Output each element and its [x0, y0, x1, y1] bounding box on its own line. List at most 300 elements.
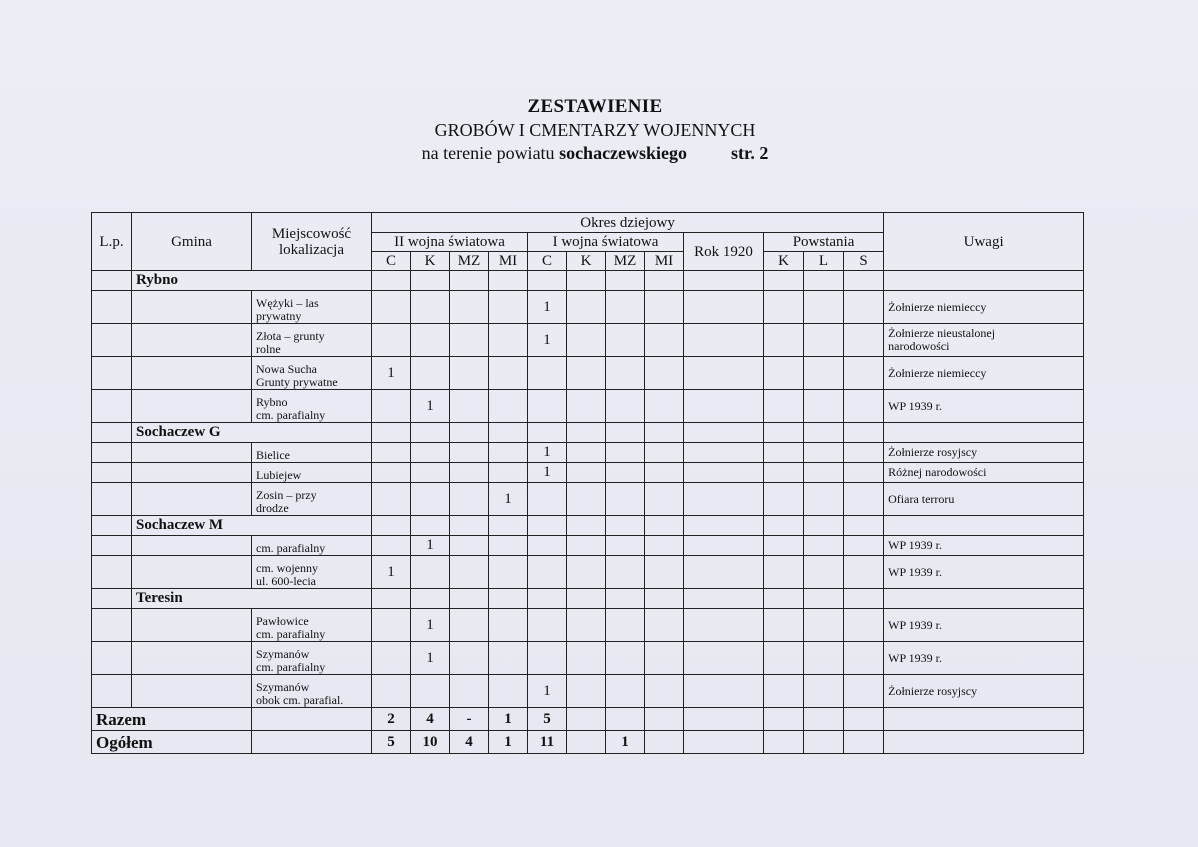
value-cell: 1: [528, 675, 567, 708]
total-value-cell: [844, 708, 884, 731]
value-cell: [844, 324, 884, 357]
value-cell: [528, 357, 567, 390]
value-cell: [606, 357, 645, 390]
value-cell: [489, 642, 528, 675]
value-cell: [567, 483, 606, 516]
value-cell: [411, 556, 450, 589]
total-value-cell: [606, 708, 645, 731]
value-cell: [684, 324, 764, 357]
value-cell: [804, 291, 844, 324]
header-miejscowosc-line1: Miejscowość: [271, 225, 352, 242]
gmina-cell: [132, 443, 252, 463]
value-cell: [489, 423, 528, 443]
uwagi-cell: [884, 271, 1084, 291]
value-cell: [684, 536, 764, 556]
gmina-cell: [132, 291, 252, 324]
table-row: [92, 390, 1084, 423]
value-cell: [450, 324, 489, 357]
uwagi-cell: [884, 556, 1084, 589]
location-line: Bielice: [256, 448, 290, 462]
location-cell: [252, 463, 372, 483]
value-cell: [450, 589, 489, 609]
value-cell: [645, 463, 684, 483]
document-subtitle: GROBÓW I CMENTARZY WOJENNYCH: [434, 120, 756, 140]
value-cell: [606, 423, 645, 443]
uwagi-line: narodowości: [888, 339, 950, 353]
uwagi-line: Różnej narodowości: [888, 465, 987, 479]
uwagi-line: Żołnierze nieustalonej: [888, 326, 996, 340]
value-cell: [684, 516, 764, 536]
total-label: Razem: [92, 708, 252, 731]
gmina-name: Sochaczew M: [132, 516, 372, 536]
value-cell: [450, 609, 489, 642]
total-value-cell: [684, 708, 764, 731]
value-cell: [764, 443, 804, 463]
value-cell: [372, 324, 411, 357]
value-cell: [684, 589, 764, 609]
location-cell: [252, 443, 372, 463]
value-cell: [411, 324, 450, 357]
value-cell: [684, 483, 764, 516]
value-cell: [844, 556, 884, 589]
value-cell: [489, 463, 528, 483]
value-cell: [804, 642, 844, 675]
location-cell: [252, 642, 372, 675]
value-cell: [804, 357, 844, 390]
total-value-cell: 1: [606, 731, 645, 754]
value-cell: [844, 463, 884, 483]
value-cell: [528, 516, 567, 536]
value-cell: 1: [411, 390, 450, 423]
graves-table: [91, 212, 1084, 754]
total-value-cell: [645, 731, 684, 754]
value-cell: [645, 675, 684, 708]
value-cell: [844, 516, 884, 536]
powiat-prefix: na terenie powiatu: [421, 143, 555, 163]
value-cell: [684, 443, 764, 463]
header-rok-1920: Rok 1920: [684, 233, 764, 271]
value-cell: [450, 642, 489, 675]
location-line: Grunty prywatne: [256, 375, 338, 389]
total-value-cell: 1: [489, 708, 528, 731]
value-cell: [606, 483, 645, 516]
value-cell: [489, 675, 528, 708]
value-cell: [567, 536, 606, 556]
total-value-cell: 10: [411, 731, 450, 754]
page-number: str. 2: [731, 143, 769, 163]
value-cell: [372, 589, 411, 609]
total-value-cell: 5: [528, 708, 567, 731]
table-row: [92, 443, 1084, 463]
total-value-cell: [567, 708, 606, 731]
value-cell: [764, 556, 804, 589]
group-row: [92, 271, 1084, 291]
location-line: ul. 600-lecia: [256, 574, 316, 588]
uwagi-cell: [884, 291, 1084, 324]
value-cell: [411, 357, 450, 390]
header-pow-k: K: [764, 252, 804, 271]
location-line: prywatny: [256, 309, 302, 323]
lp-cell: [92, 675, 132, 708]
value-cell: [844, 443, 884, 463]
value-cell: [528, 271, 567, 291]
value-cell: [684, 357, 764, 390]
value-cell: [411, 463, 450, 483]
gmina-cell: [132, 675, 252, 708]
uwagi-cell: [884, 516, 1084, 536]
uwagi-cell: [884, 443, 1084, 463]
header-okres-dziejowy: Okres dziejowy: [372, 213, 884, 233]
value-cell: [567, 423, 606, 443]
value-cell: [450, 483, 489, 516]
header-ww2: II wojna światowa: [372, 233, 528, 252]
value-cell: [764, 609, 804, 642]
location-line: Lubiejew: [256, 468, 302, 482]
header-lp: L.p.: [92, 213, 132, 271]
value-cell: [372, 463, 411, 483]
value-cell: [411, 589, 450, 609]
uwagi-cell: [884, 642, 1084, 675]
value-cell: [645, 516, 684, 536]
total-value-cell: [764, 708, 804, 731]
location-line: Wężyki – las: [256, 296, 319, 310]
value-cell: [606, 291, 645, 324]
value-cell: [489, 443, 528, 463]
value-cell: [645, 536, 684, 556]
location-cell: [252, 708, 372, 731]
location-cell: [252, 390, 372, 423]
value-cell: [528, 536, 567, 556]
value-cell: [567, 609, 606, 642]
total-value-cell: 2: [372, 708, 411, 731]
lp-cell: [92, 423, 132, 443]
uwagi-cell: [884, 463, 1084, 483]
value-cell: [606, 443, 645, 463]
total-value-cell: [567, 731, 606, 754]
table-row: [92, 642, 1084, 675]
location-cell: [252, 324, 372, 357]
lp-cell: [92, 516, 132, 536]
value-cell: [372, 642, 411, 675]
value-cell: [450, 516, 489, 536]
table-row: [92, 291, 1084, 324]
header-miejscowosc: [252, 213, 372, 271]
value-cell: [567, 291, 606, 324]
table-row: [92, 675, 1084, 708]
value-cell: [645, 589, 684, 609]
value-cell: [528, 390, 567, 423]
value-cell: [645, 271, 684, 291]
value-cell: [528, 642, 567, 675]
value-cell: [764, 642, 804, 675]
lp-cell: [92, 463, 132, 483]
table-body: [92, 271, 1084, 754]
value-cell: [684, 675, 764, 708]
value-cell: [489, 536, 528, 556]
value-cell: [844, 642, 884, 675]
value-cell: [764, 423, 804, 443]
value-cell: [489, 516, 528, 536]
header-ww2-k: K: [411, 252, 450, 271]
value-cell: [844, 483, 884, 516]
header-ww2-mz: MZ: [450, 252, 489, 271]
header-powstania: Powstania: [764, 233, 884, 252]
gmina-cell: [132, 642, 252, 675]
value-cell: [606, 675, 645, 708]
group-row: [92, 423, 1084, 443]
value-cell: [764, 589, 804, 609]
value-cell: [411, 675, 450, 708]
document-subtitle-line: [0, 143, 1190, 164]
total-value-cell: [804, 708, 844, 731]
value-cell: [804, 536, 844, 556]
gmina-cell: [132, 556, 252, 589]
value-cell: [411, 443, 450, 463]
table-row: [92, 357, 1084, 390]
value-cell: [645, 609, 684, 642]
header-ww2-mi: MI: [489, 252, 528, 271]
value-cell: [606, 271, 645, 291]
uwagi-cell: [884, 483, 1084, 516]
value-cell: [645, 291, 684, 324]
value-cell: 1: [528, 463, 567, 483]
total-value-cell: [684, 731, 764, 754]
value-cell: [764, 463, 804, 483]
value-cell: [804, 483, 844, 516]
value-cell: [567, 675, 606, 708]
value-cell: [844, 675, 884, 708]
lp-cell: [92, 483, 132, 516]
value-cell: [450, 443, 489, 463]
value-cell: [764, 291, 804, 324]
value-cell: [804, 271, 844, 291]
uwagi-line: Ofiara terroru: [888, 491, 955, 506]
uwagi-line: WP 1939 r.: [888, 650, 943, 665]
gmina-name: Sochaczew G: [132, 423, 372, 443]
lp-cell: [92, 443, 132, 463]
value-cell: [844, 271, 884, 291]
location-cell: [252, 731, 372, 754]
value-cell: [372, 443, 411, 463]
value-cell: [645, 556, 684, 589]
gmina-cell: [132, 324, 252, 357]
total-value-cell: [645, 708, 684, 731]
table-row: [92, 463, 1084, 483]
total-label: Ogółem: [92, 731, 252, 754]
location-line: Zosin – przy: [256, 488, 317, 502]
value-cell: [450, 390, 489, 423]
uwagi-cell: [884, 708, 1084, 731]
uwagi-cell: [884, 731, 1084, 754]
value-cell: [844, 536, 884, 556]
value-cell: [844, 390, 884, 423]
value-cell: [804, 463, 844, 483]
value-cell: [567, 324, 606, 357]
value-cell: [567, 556, 606, 589]
value-cell: [372, 516, 411, 536]
value-cell: [684, 390, 764, 423]
value-cell: [411, 516, 450, 536]
value-cell: [844, 609, 884, 642]
total-value-cell: -: [450, 708, 489, 731]
total-value-cell: 4: [411, 708, 450, 731]
value-cell: [645, 483, 684, 516]
total-value-cell: [844, 731, 884, 754]
table-row: [92, 556, 1084, 589]
value-cell: [372, 271, 411, 291]
header-ww2-c: C: [372, 252, 411, 271]
lp-cell: [92, 291, 132, 324]
value-cell: [606, 556, 645, 589]
value-cell: [567, 443, 606, 463]
value-cell: [372, 483, 411, 516]
total-row: [92, 708, 1084, 731]
lp-cell: [92, 609, 132, 642]
uwagi-line: Żołnierze niemieccy: [888, 365, 987, 380]
value-cell: [450, 423, 489, 443]
uwagi-cell: [884, 609, 1084, 642]
header-ww1-k: K: [567, 252, 606, 271]
value-cell: [450, 556, 489, 589]
gmina-name: Rybno: [132, 271, 372, 291]
table-row: [92, 324, 1084, 357]
lp-cell: [92, 642, 132, 675]
total-value-cell: 11: [528, 731, 567, 754]
total-value-cell: 1: [489, 731, 528, 754]
location-cell: [252, 675, 372, 708]
value-cell: [411, 271, 450, 291]
value-cell: [528, 423, 567, 443]
value-cell: [528, 589, 567, 609]
value-cell: [372, 423, 411, 443]
value-cell: 1: [411, 642, 450, 675]
location-cell: [252, 357, 372, 390]
value-cell: [804, 516, 844, 536]
location-line: Złota – grunty: [256, 329, 325, 343]
table-row: [92, 609, 1084, 642]
value-cell: [645, 357, 684, 390]
value-cell: 1: [411, 609, 450, 642]
value-cell: 1: [528, 324, 567, 357]
value-cell: [804, 675, 844, 708]
gmina-cell: [132, 390, 252, 423]
value-cell: [844, 589, 884, 609]
uwagi-line: WP 1939 r.: [888, 564, 943, 579]
value-cell: [804, 589, 844, 609]
value-cell: [645, 390, 684, 423]
value-cell: [804, 556, 844, 589]
location-line: drodze: [256, 501, 289, 515]
value-cell: [489, 390, 528, 423]
value-cell: [450, 291, 489, 324]
value-cell: [372, 291, 411, 324]
total-value-cell: 4: [450, 731, 489, 754]
value-cell: [645, 324, 684, 357]
value-cell: [684, 642, 764, 675]
value-cell: [684, 609, 764, 642]
total-value-cell: [804, 731, 844, 754]
value-cell: [528, 556, 567, 589]
value-cell: [567, 390, 606, 423]
value-cell: [489, 589, 528, 609]
total-value-cell: [764, 731, 804, 754]
value-cell: [684, 271, 764, 291]
value-cell: [606, 536, 645, 556]
uwagi-cell: [884, 324, 1084, 357]
value-cell: 1: [372, 357, 411, 390]
value-cell: [567, 589, 606, 609]
value-cell: [450, 271, 489, 291]
uwagi-cell: [884, 589, 1084, 609]
value-cell: [684, 556, 764, 589]
value-cell: [489, 291, 528, 324]
uwagi-cell: [884, 423, 1084, 443]
value-cell: [489, 556, 528, 589]
header-ww1-mi: MI: [645, 252, 684, 271]
total-value-cell: 5: [372, 731, 411, 754]
location-line: Rybno: [256, 395, 288, 409]
value-cell: [804, 324, 844, 357]
value-cell: [450, 536, 489, 556]
location-line: cm. parafialny: [256, 627, 326, 641]
uwagi-line: WP 1939 r.: [888, 398, 943, 413]
value-cell: [567, 271, 606, 291]
gmina-name: Teresin: [132, 589, 372, 609]
location-line: cm. wojenny: [256, 561, 318, 575]
group-row: [92, 589, 1084, 609]
value-cell: [764, 357, 804, 390]
value-cell: [372, 675, 411, 708]
value-cell: [567, 642, 606, 675]
header-pow-l: L: [804, 252, 844, 271]
value-cell: [372, 390, 411, 423]
value-cell: [450, 675, 489, 708]
group-row: [92, 516, 1084, 536]
gmina-cell: [132, 483, 252, 516]
location-line: cm. parafialny: [256, 408, 326, 422]
uwagi-cell: [884, 536, 1084, 556]
value-cell: [645, 423, 684, 443]
value-cell: 1: [528, 291, 567, 324]
gmina-cell: [132, 357, 252, 390]
location-line: rolne: [256, 342, 281, 356]
value-cell: [764, 390, 804, 423]
location-cell: [252, 291, 372, 324]
value-cell: [844, 423, 884, 443]
value-cell: [764, 271, 804, 291]
value-cell: [804, 423, 844, 443]
value-cell: [764, 516, 804, 536]
value-cell: [606, 463, 645, 483]
value-cell: [606, 390, 645, 423]
uwagi-cell: [884, 675, 1084, 708]
location-cell: [252, 483, 372, 516]
location-line: cm. parafialny: [256, 541, 326, 555]
uwagi-line: Żołnierze niemieccy: [888, 299, 987, 314]
value-cell: [804, 443, 844, 463]
uwagi-cell: [884, 390, 1084, 423]
lp-cell: [92, 271, 132, 291]
value-cell: [684, 423, 764, 443]
value-cell: [450, 463, 489, 483]
lp-cell: [92, 357, 132, 390]
header-ww1: I wojna światowa: [528, 233, 684, 252]
value-cell: 1: [411, 536, 450, 556]
uwagi-cell: [884, 357, 1084, 390]
uwagi-line: Żołnierze rosyjscy: [888, 683, 978, 698]
value-cell: [606, 324, 645, 357]
header-gmina: Gmina: [132, 213, 252, 271]
